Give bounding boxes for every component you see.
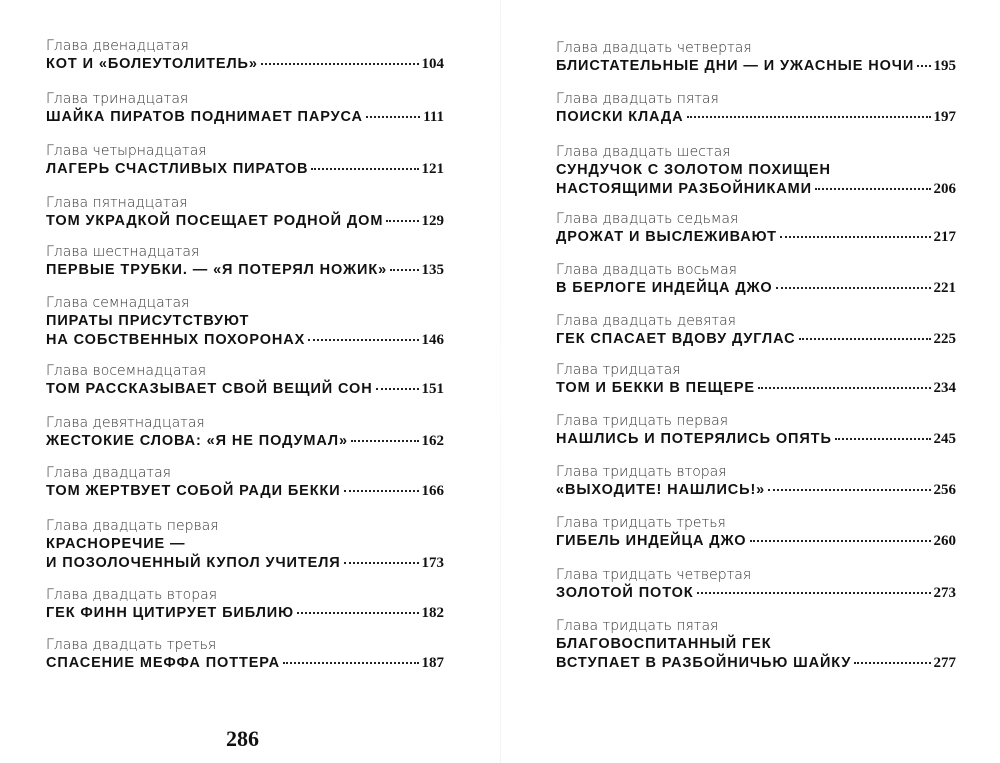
chapter-title: ТОМ УКРАДКОЙ ПОСЕЩАЕТ РОДНОЙ ДОМ	[46, 213, 384, 229]
chapter-title: В БЕРЛОГЕ ИНДЕЙЦА ДЖО	[556, 280, 773, 296]
book-spine-shadow	[500, 0, 501, 763]
dot-leader	[311, 168, 418, 170]
chapter-title-line	[556, 279, 956, 298]
chapter-number: Глава двадцатая	[46, 465, 171, 481]
chapter-title-line	[46, 380, 444, 399]
chapter-title: ЗОЛОТОЙ ПОТОК	[556, 585, 694, 601]
chapter-title: «ВЫХОДИТЕ! НАШЛИСЬ!»	[556, 482, 766, 498]
chapter-title-line	[556, 430, 956, 449]
chapter-title: ПОИСКИ КЛАДА	[556, 109, 684, 125]
chapter-title-line	[556, 330, 956, 349]
chapter-title-line	[46, 212, 444, 231]
dot-leader	[815, 188, 931, 190]
toc-entry[interactable]	[556, 617, 956, 673]
page-ref: 173	[421, 555, 444, 571]
page-ref: 277	[933, 655, 956, 671]
page-ref: 197	[933, 109, 956, 125]
chapter-title-line	[556, 635, 956, 654]
dot-leader	[308, 339, 418, 341]
chapter-title: ГЕК СПАСАЕТ ВДОВУ ДУГЛАС	[556, 331, 796, 347]
chapter-number: Глава двадцать пятая	[556, 91, 719, 107]
chapter-title: СУНДУЧОК С ЗОЛОТОМ ПОХИЩЕН	[556, 162, 831, 178]
page-ref: 135	[421, 262, 444, 278]
toc-entry[interactable]	[556, 312, 956, 349]
chapter-title: ШАЙКА ПИРАТОВ ПОДНИМАЕТ ПАРУСА	[46, 109, 363, 125]
chapter-number: Глава пятнадцатая	[46, 195, 188, 211]
toc-entry[interactable]	[556, 463, 956, 500]
toc-entry[interactable]	[556, 143, 956, 199]
dot-leader	[344, 490, 419, 492]
chapter-title-line	[556, 654, 956, 673]
chapter-title-line	[46, 261, 444, 280]
dot-leader	[835, 438, 931, 440]
chapter-number: Глава двенадцатая	[46, 38, 189, 54]
chapter-title-line	[556, 180, 956, 199]
page-ref: 166	[421, 483, 444, 499]
chapter-number: Глава шестнадцатая	[46, 244, 200, 260]
toc-entry[interactable]	[46, 517, 444, 573]
chapter-title: ЛАГЕРЬ СЧАСТЛИВЫХ ПИРАТОВ	[46, 161, 309, 177]
page-ref: 111	[423, 109, 444, 125]
dot-leader	[261, 63, 419, 65]
page-ref: 256	[933, 482, 956, 498]
chapter-title-line	[46, 312, 444, 331]
page-ref: 245	[933, 431, 956, 447]
chapter-number: Глава четырнадцатая	[46, 143, 207, 159]
chapter-title-line	[46, 482, 444, 501]
page-ref: 129	[421, 213, 444, 229]
chapter-number: Глава двадцать первая	[46, 518, 219, 534]
toc-entry[interactable]	[556, 210, 956, 247]
dot-leader	[344, 562, 419, 564]
dot-leader	[366, 116, 420, 118]
chapter-title: ГИБЕЛЬ ИНДЕЙЦА ДЖО	[556, 533, 747, 549]
chapter-title-line	[46, 654, 444, 673]
chapter-title-line	[46, 535, 444, 554]
page-ref: 225	[933, 331, 956, 347]
chapter-number: Глава тридцатая	[556, 362, 681, 378]
chapter-number: Глава тридцать вторая	[556, 464, 727, 480]
chapter-title: ЖЕСТОКИЕ СЛОВА: «Я НЕ ПОДУМАЛ»	[46, 433, 348, 449]
chapter-title: ТОМ И БЕККИ В ПЕЩЕРЕ	[556, 380, 755, 396]
toc-entry[interactable]	[46, 586, 444, 623]
chapter-title: КОТ И «БОЛЕУТОЛИТЕЛЬ»	[46, 56, 258, 72]
chapter-title-line	[556, 584, 956, 603]
chapter-number: Глава двадцать третья	[46, 637, 217, 653]
dot-leader	[386, 220, 418, 222]
chapter-title: ВСТУПАЕТ В РАЗБОЙНИЧЬЮ ШАЙКУ	[556, 655, 852, 671]
chapter-title-line	[46, 604, 444, 623]
chapter-number: Глава тридцать третья	[556, 515, 726, 531]
toc-entry[interactable]	[556, 412, 956, 449]
page-ref: 260	[933, 533, 956, 549]
dot-leader	[697, 592, 931, 594]
dot-leader	[854, 662, 930, 664]
page-ref: 182	[421, 605, 444, 621]
toc-entry[interactable]	[46, 90, 444, 127]
chapter-title: ПИРАТЫ ПРИСУТСТВУЮТ	[46, 313, 250, 329]
dot-leader	[758, 387, 931, 389]
chapter-title-line	[556, 108, 956, 127]
chapter-number: Глава двадцать четвертая	[556, 40, 752, 56]
toc-entry[interactable]	[46, 464, 444, 501]
dot-leader	[768, 489, 930, 491]
page-ref: 195	[933, 58, 956, 74]
toc-entry[interactable]	[556, 361, 956, 398]
page-ref: 121	[421, 161, 444, 177]
chapter-title: БЛАГОВОСПИТАННЫЙ ГЕК	[556, 636, 772, 652]
chapter-title: ПЕРВЫЕ ТРУБКИ. — «Я ПОТЕРЯЛ НОЖИК»	[46, 262, 388, 278]
page-ref: 273	[933, 585, 956, 601]
chapter-number: Глава двадцать вторая	[46, 587, 218, 603]
chapter-title: НА СОБСТВЕННЫХ ПОХОРОНАХ	[46, 332, 306, 348]
chapter-title-line	[556, 379, 956, 398]
toc-entry[interactable]	[46, 142, 444, 179]
chapter-title: СПАСЕНИЕ МЕФФА ПОТТЕРА	[46, 655, 280, 671]
chapter-number: Глава двадцать девятая	[556, 313, 736, 329]
chapter-number: Глава девятнадцатая	[46, 415, 205, 431]
chapter-title: НАСТОЯЩИМИ РАЗБОЙНИКАМИ	[556, 181, 812, 197]
page-ref: 217	[933, 229, 956, 245]
dot-leader	[776, 287, 931, 289]
chapter-number: Глава восемнадцатая	[46, 363, 207, 379]
chapter-title-line	[46, 331, 444, 350]
dot-leader	[283, 662, 419, 664]
dot-leader	[780, 236, 931, 238]
toc-entry[interactable]	[556, 90, 956, 127]
page-number: 286	[226, 726, 259, 751]
page-ref: 234	[933, 380, 956, 396]
toc-entry[interactable]	[46, 194, 444, 231]
toc-entry[interactable]	[46, 294, 444, 350]
toc-entry[interactable]	[556, 566, 956, 603]
page-ref: 146	[421, 332, 444, 348]
dot-leader	[351, 440, 419, 442]
chapter-title-line	[46, 160, 444, 179]
chapter-title-line	[556, 228, 956, 247]
dot-leader	[390, 269, 418, 271]
chapter-number: Глава тридцать пятая	[556, 618, 719, 634]
chapter-title-line	[46, 432, 444, 451]
chapter-title-line	[46, 108, 444, 127]
page-ref: 162	[421, 433, 444, 449]
chapter-title: И ПОЗОЛОЧЕННЫЙ КУПОЛ УЧИТЕЛЯ	[46, 555, 341, 571]
dot-leader	[376, 388, 419, 390]
chapter-number: Глава тридцать четвертая	[556, 567, 752, 583]
chapter-number: Глава тринадцатая	[46, 91, 189, 107]
chapter-number: Глава двадцать восьмая	[556, 262, 737, 278]
chapter-title: ГЕК ФИНН ЦИТИРУЕТ БИБЛИЮ	[46, 605, 294, 621]
toc-entry[interactable]	[556, 261, 956, 298]
chapter-title: КРАСНОРЕЧИЕ —	[46, 536, 186, 552]
chapter-number: Глава двадцать шестая	[556, 144, 731, 160]
chapter-title: НАШЛИСЬ И ПОТЕРЯЛИСЬ ОПЯТЬ	[556, 431, 832, 447]
dot-leader	[917, 65, 930, 67]
chapter-title-line	[556, 481, 956, 500]
toc-entry[interactable]	[556, 514, 956, 551]
dot-leader	[750, 540, 931, 542]
page-ref: 187	[421, 655, 444, 671]
toc-entry[interactable]	[46, 243, 444, 280]
page-ref: 221	[933, 280, 956, 296]
chapter-title-line	[556, 532, 956, 551]
toc-entry[interactable]	[46, 362, 444, 399]
chapter-title: ДРОЖАТ И ВЫСЛЕЖИВАЮТ	[556, 229, 777, 245]
dot-leader	[799, 338, 931, 340]
chapter-title: ТОМ ЖЕРТВУЕТ СОБОЙ РАДИ БЕККИ	[46, 483, 341, 499]
chapter-title: БЛИСТАТЕЛЬНЫЕ ДНИ — И УЖАСНЫЕ НОЧИ	[556, 58, 915, 74]
chapter-title: ТОМ РАССКАЗЫВАЕТ СВОЙ ВЕЩИЙ СОН	[46, 381, 373, 397]
toc-entry[interactable]	[46, 636, 444, 673]
page-ref: 104	[421, 56, 444, 72]
page-ref: 151	[421, 381, 444, 397]
chapter-title-line	[46, 55, 444, 74]
page-ref: 206	[933, 181, 956, 197]
toc-entry[interactable]	[46, 414, 444, 451]
toc-entry[interactable]	[556, 39, 956, 76]
chapter-number: Глава семнадцатая	[46, 295, 190, 311]
toc-entry[interactable]	[46, 37, 444, 74]
chapter-number: Глава двадцать седьмая	[556, 211, 739, 227]
chapter-title-line	[46, 554, 444, 573]
chapter-title-line	[556, 161, 956, 180]
chapter-title-line	[556, 57, 956, 76]
dot-leader	[297, 612, 419, 614]
chapter-number: Глава тридцать первая	[556, 413, 729, 429]
dot-leader	[687, 116, 931, 118]
